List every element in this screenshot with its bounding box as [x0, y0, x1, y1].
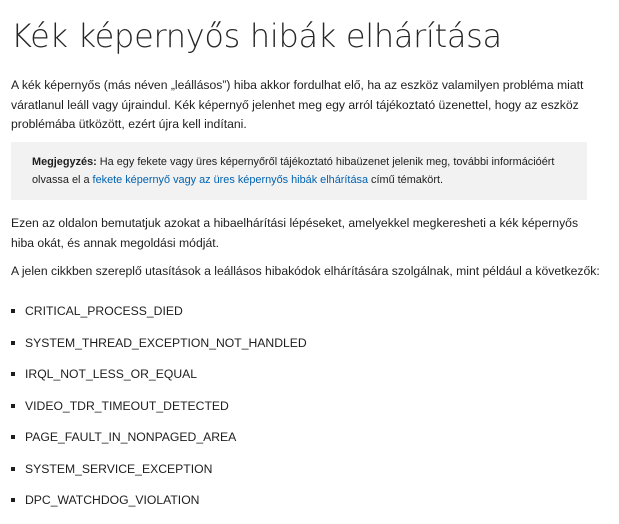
list-item: [11, 461, 307, 493]
error-code: PAGE_FAULT_IN_NONPAGED_AREA: [25, 430, 237, 444]
error-code: IRQL_NOT_LESS_OR_EQUAL: [25, 367, 198, 381]
error-code: VIDEO_TDR_TIMEOUT_DETECTED: [25, 398, 229, 413]
note-text-before: Ha egy fekete vagy üres képernyőről tájékoztató hibaüzenet jelenik meg, további információért olvassa el a: [32, 156, 555, 186]
error-code: CRITICAL_PROCESS_DIED: [25, 304, 183, 318]
black-screen-link[interactable]: fekete képernyő vagy az üres képernyős hibák elhárítása: [92, 173, 368, 186]
intro-paragraph: A kék képernyős (más néven „leállásos”) hiba akkor fordulhat elő, ha az eszköz valamilyen probléma miatt váratlanul leáll vagy újraindul. Kék képernyő jelenhet meg egy arról tájékoztató üzenettel, hogy az eszköz problémába ütközött, ezért újra kell indítani.: [11, 78, 584, 131]
note-box: [11, 142, 587, 200]
list-item: [11, 429, 307, 461]
bullet-icon: [11, 498, 15, 502]
note-label: Megjegyzés:: [32, 156, 97, 168]
list-item: [11, 398, 307, 430]
list-item: [11, 303, 307, 335]
error-code-list: [11, 303, 307, 524]
bullet-icon: [11, 341, 15, 345]
error-codes-intro: A jelen cikkben szereplő utasítások a leállásos hibakódok elhárítására szolgálnak, mint például a következők:: [11, 264, 600, 278]
list-item: [11, 492, 307, 524]
bullet-icon: [11, 372, 15, 376]
error-code: SYSTEM_SERVICE_EXCEPTION: [25, 461, 213, 476]
page-title: Kék képernyős hibák elhárítása: [11, 17, 502, 55]
bullet-icon: [11, 309, 15, 313]
bullet-icon: [11, 435, 15, 439]
note-text-after: című témakört.: [368, 173, 444, 186]
list-item: [11, 366, 307, 398]
troubleshooting-paragraph: Ezen az oldalon bemutatjuk azokat a hibaelhárítási lépéseket, amelyekkel megkeresheti a kék képernyős hiba okát, és annak megoldási módját.: [11, 216, 579, 250]
error-code: DPC_WATCHDOG_VIOLATION: [25, 493, 200, 507]
bullet-icon: [11, 467, 15, 471]
error-code: SYSTEM_THREAD_EXCEPTION_NOT_HANDLED: [25, 335, 307, 350]
bullet-icon: [11, 404, 15, 408]
list-item: [11, 335, 307, 367]
